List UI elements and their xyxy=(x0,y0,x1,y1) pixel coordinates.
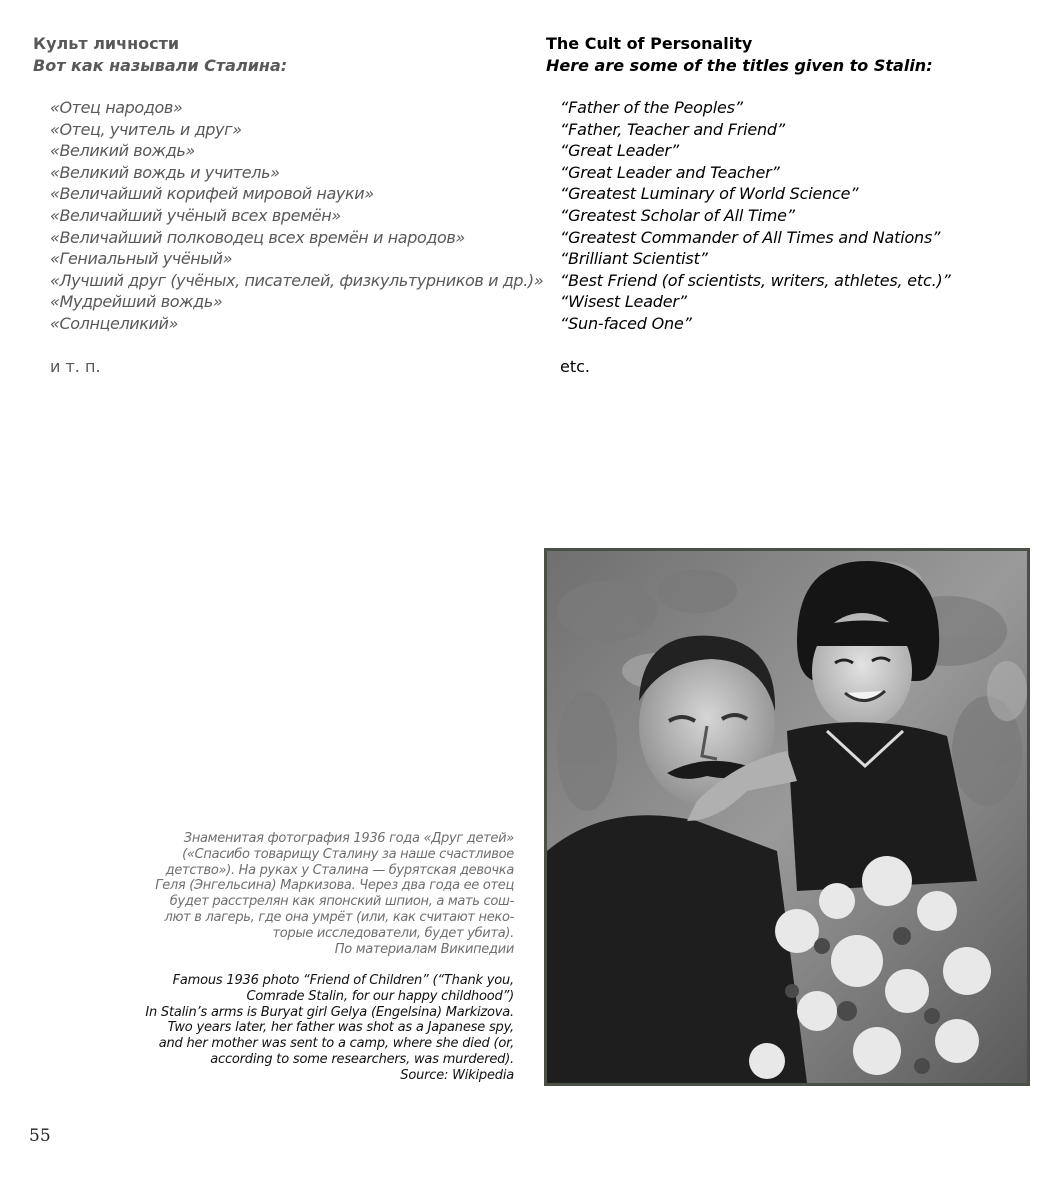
list-item: «Величайший полководец всех времён и народов» xyxy=(50,227,465,247)
list-item: «Великий вождь и учитель» xyxy=(50,162,280,182)
caption-line: Two years later, her father was shot as a Japanese spy, xyxy=(167,1020,514,1036)
caption-source: Source: Wikipedia xyxy=(400,1067,514,1083)
caption-line: Геля (Энгельсина) Маркизова. Через два года ее отец xyxy=(155,878,514,894)
list-item: «Величайший корифей мировой науки» xyxy=(50,184,374,204)
ru-subheading: Вот как называли Сталина: xyxy=(33,56,288,75)
caption-line: будет расстрелян как японский шпион, а мать сош- xyxy=(169,894,514,910)
caption-line: In Stalin’s arms is Buryat girl Gelya (Engelsina) Markizova. xyxy=(145,1004,514,1020)
caption-line: («Спасибо товарищу Сталину за наше счастливое xyxy=(182,846,514,862)
list-item: «Отец народов» xyxy=(50,98,183,117)
list-item: «Мудрейший вождь» xyxy=(50,292,223,312)
list-item: “Great Leader” xyxy=(560,141,679,161)
russian-column xyxy=(33,33,544,378)
list-item: “Brilliant Scientist” xyxy=(560,249,708,269)
caption-line: according to some researchers, was murdered). xyxy=(210,1051,514,1067)
photo-illustration xyxy=(547,551,1027,1083)
list-item: “Sun-faced One” xyxy=(560,313,692,333)
list-item: “Wisest Leader” xyxy=(560,292,687,312)
list-item: “Great Leader and Teacher” xyxy=(560,162,780,182)
english-column xyxy=(546,33,1046,378)
page-number: 55 xyxy=(29,1126,51,1146)
en-etc: etc. xyxy=(560,356,590,376)
list-item: «Отец, учитель и друг» xyxy=(50,119,242,139)
ru-titles-list xyxy=(33,97,544,335)
list-item: «Великий вождь» xyxy=(50,141,195,161)
list-item: «Солнцеликий» xyxy=(50,313,179,333)
list-item: “Father, Teacher and Friend” xyxy=(560,119,785,139)
en-photo-caption xyxy=(94,973,514,1084)
caption-line: лют в лагерь, где она умрёт (или, как считают неко- xyxy=(164,909,514,925)
ru-heading: Культ личности xyxy=(33,34,180,53)
caption-line: детство»). На руках у Сталина — бурятская девочка xyxy=(165,862,514,878)
list-item: «Гениальный учёный» xyxy=(50,249,233,269)
list-item: «Величайший учёный всех времён» xyxy=(50,205,341,225)
list-item: “Best Friend (of scientists, writers, athletes, etc.)” xyxy=(560,270,951,290)
ru-photo-caption xyxy=(94,831,514,957)
en-subheading: Here are some of the titles given to Stalin: xyxy=(546,56,933,75)
ru-etc: и т. п. xyxy=(50,356,101,376)
list-item: “Greatest Commander of All Times and Nations” xyxy=(560,227,941,247)
en-titles-list xyxy=(546,97,1046,335)
list-item: “Father of the Peoples” xyxy=(560,98,743,117)
caption-line: Famous 1936 photo “Friend of Children” (“Thank you, xyxy=(172,973,514,988)
list-item: “Greatest Luminary of World Science” xyxy=(560,184,859,204)
caption-source: По материалам Википедии xyxy=(334,941,514,957)
historical-photo xyxy=(544,548,1030,1086)
caption-line: Comrade Stalin, for our happy childhood”) xyxy=(246,988,514,1004)
caption-line: торые исследователи, будет убита). xyxy=(272,925,514,941)
en-heading: The Cult of Personality xyxy=(546,34,753,53)
list-item: “Greatest Scholar of All Time” xyxy=(560,205,795,225)
list-item: «Лучший друг (учёных, писателей, физкультурников и др.)» xyxy=(50,270,544,290)
caption-line: Знаменитая фотография 1936 года «Друг детей» xyxy=(183,831,514,846)
caption-line: and her mother was sent to a camp, where she died (or, xyxy=(158,1036,514,1052)
